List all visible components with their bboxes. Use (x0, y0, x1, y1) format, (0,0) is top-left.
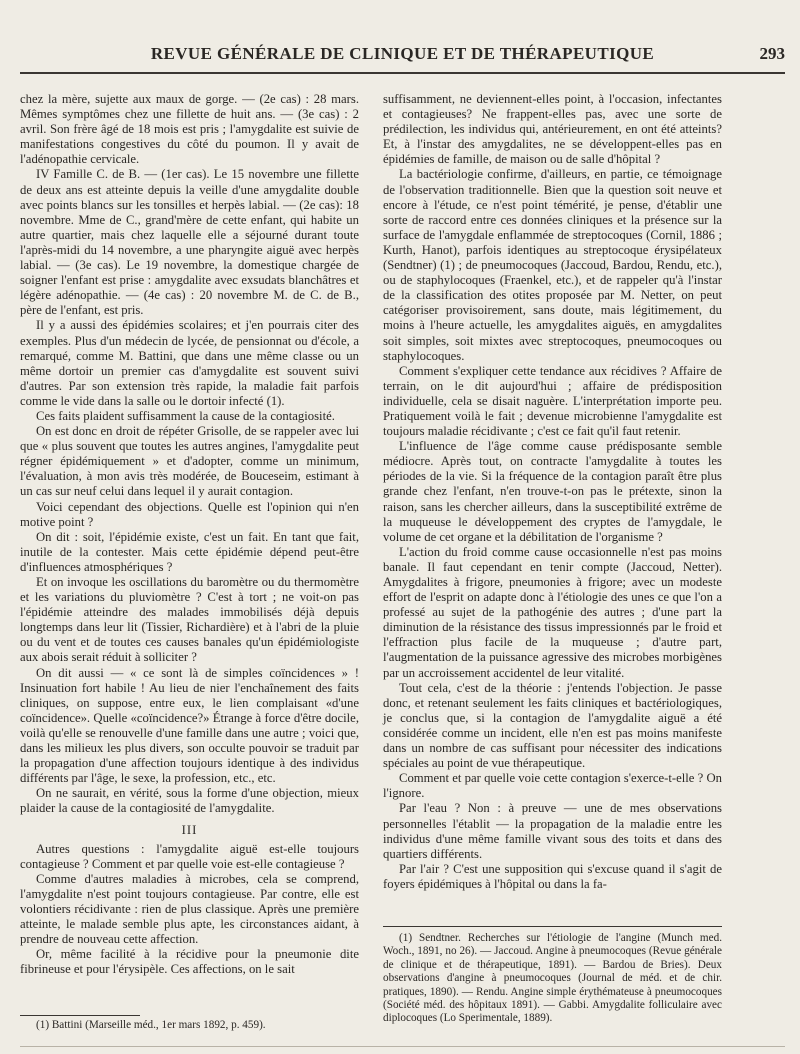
page-number: 293 (759, 44, 785, 63)
paragraph: L'action du froid comme cause occasionnelle n'est pas moins banale. Il faut cependant en tenir compte (Jaccoud, Netter). Amygdalites à frigore, pneumonies à frigore; avec un modeste effort de l'esprit on adapte donc à l'étiologie des unes ce que l'on a professé au sujet de la pathogénie des autres ; d'une part la diminution de la résistance des tissus impressionnés par le froid et l'effraction plus facile de la muqueuse ; d'autre part, l'augmentation de la puissance agressive des microbes morbigènes par un accroissement accidentel de leur vitalité. (383, 544, 722, 680)
paragraph: IV Famille C. de B. — (1er cas). Le 15 novembre une fillette de deux ans est atteinte depuis la veille d'une amygdalite double avec points blancs sur les tonsilles et herpès labial. — (2e cas): 18 novembre. Mme de C., grand'mère de cette enfant, qui habite un autre quartier, mais chez laquelle elle a séjourné durant toute l'après-midi du 14 novembre, a une pharyngite aiguë avec herpès labial. — (3e cas). Le 19 novembre, la domestique chargée de soigner l'enfant est prise : amygdalite avec exsudats blanchâtres et légère adénopathie. — (4e cas) : 20 novembre M. de C. de B., père de l'enfant, est pris. (20, 167, 359, 318)
paragraph: On dit : soit, l'épidémie existe, c'est un fait. En tant que fait, inutile de la contester. Mais cette épidémie dépend peut-être d'influences atmosphériques ? (20, 529, 359, 574)
footnote-text: (1) Battini (Marseille méd., 1er mars 1892, p. 459). (36, 1019, 266, 1031)
paragraph: La bactériologie confirme, d'ailleurs, en partie, ce témoignage de l'observation traditionnelle. Bien que la question soit neuve et encore à l'étude, ce n'est point témérité, je pense, d'établir une sorte de raccord entre ces données cliniques et la présence sur la surface de l'amygdale enflammée de streptocoques (Cornil, 1886 ; Kurth, Hanot), parfois identiques au streptocoque érysipélateux (Sendtner) (1) ; de pneumocoques (Jaccoud, Bardou, Rendu, etc.), ou de staphylocoques (Fraenkel, etc.), et de rappeler qu'à l'instar de la classification des otites proposée par M. Netter, on peut catégoriser provisoirement, sans doute, mais légitimement, du moins à l'heure actuelle, les amygdalites aiguës, en amygdalites soit simples, soit mixtes avec streptocoques, pneumocoques ou staphylocoques. (383, 167, 722, 363)
paragraph: Par l'air ? C'est une supposition qui s'excuse quand il s'agit de foyers épidémiques à l'hôpital ou dans la fa- (383, 861, 722, 891)
paragraph: Ces faits plaident suffisamment la cause de la contagiosité. (36, 408, 335, 423)
section-heading: III (181, 822, 198, 837)
paragraph: Or, même facilité à la récidive pour la pneumonie dite fibrineuse et pour l'érysipèle. Ces affections, on le sait (20, 947, 359, 977)
left-footnote (20, 1019, 359, 1032)
footnote-text: (1) Sendtner. Recherches sur l'étiologie de l'angine (Munch med. Woch., 1891, no 26). — Jaccoud. Angine à pneumocoques (Revue générale de clinique et de thérapeutique, 1891). — Bardou de Bries). Deux observations d'angine à pneumocoques (Journal de méd. et de chir. pratiques, 1890). — Rendu. Angine simple érythémateuse à pneumocoques (Société méd. des hôpitaux 1891). — Gabbi. Amygdalite folliculaire avec diplocoques (Lo Sperimentale, 1889). (383, 932, 722, 1025)
paragraph: Autres questions : l'amygdalite aiguë est-elle toujours contagieuse ? Comment et par quelle voie est-elle contagieuse ? (20, 841, 359, 871)
paragraph: Voici cependant des objections. Quelle est l'opinion qui n'en motive point ? (20, 499, 359, 529)
paragraph: L'influence de l'âge comme cause prédisposante semble médiocre. Après tout, on contracte l'amygdalite à toutes les périodes de la vie. Si la fréquence de la contagion paraît être plus grande chez l'enfant, n'en trouve-t-on pas le prétexte, sinon la raison, sans les chercher ailleurs, dans la susceptibilité extrême de la muqueuse le développement des cryptes de l'amygdale, le volume de cet organe et la débilitation de l'organisme ? (383, 439, 722, 544)
paragraph: On ne saurait, en vérité, sous la forme d'une objection, mieux plaider la cause de la contagiosité de l'amygdalite. (20, 786, 359, 816)
paragraph: Comme d'autres maladies à microbes, cela se comprend, l'amygdalite n'est point toujours contagieuse. Par contre, elle est volontiers récidivante : rien de plus classique. Après une première atteinte, le malade semble plus apte, les circonstances aidant, à prendre de nouveau cette affection. (20, 871, 359, 947)
paragraph: Comment et par quelle voie cette contagion s'exerce-t-elle ? On l'ignore. (383, 771, 722, 801)
paragraph: Et on invoque les oscillations du baromètre ou du thermomètre et les variations du pluviomètre ? C'est à tort ; ne voit-on pas l'épidémie atteindre des malades immobilisés déjà depuis longtemps dans leur lit (Tissier, Richardière) et à l'abri de la pluie ou du vent et de toutes ces causes banales qu'un épidémiologiste aux abois serait réduit à solliciter ? (20, 575, 359, 665)
right-footnote (383, 932, 722, 1026)
paragraph: Tout cela, c'est de la théorie : j'entends l'objection. Je passe donc, et retenant seulement les faits cliniques et bactériologiques, je conclus que, si la contagion de l'amygdalite aiguë a été considérée comme un incident, elle n'en est pas moins manifeste dans un nombre de cas suffisant pour nécessiter des indications spéciales au point de vue thérapeutique. (383, 680, 722, 771)
header-rule (20, 72, 785, 74)
paragraph: On est donc en droit de répéter Grisolle, de se rappeler avec lui que « plus souvent que toutes les autres angines, l'amygdalite peut régner épidémiquement » et d'adopter, comme un minimum, l'évaluation, à mon avis très modérée, de Bouceseim, estimant à un cas sur neuf celui dans lequel il y aurait contagion. (20, 424, 359, 499)
paragraph: Il y a aussi des épidémies scolaires; et j'en pourrais citer des exemples. Plus d'un médecin de lycée, de pensionnat ou d'école, a remarqué, comme M. Battini, que dans une même classe ou un même dortoir un premier cas d'amygdalite est souvent suivi d'autres. Par son extension très rapide, la maladie fait parfois comme le vide dans la salle ou le dortoir infecté (1). (20, 318, 359, 408)
left-column (20, 92, 359, 977)
right-column (383, 92, 722, 892)
paragraph: chez la mère, sujette aux maux de gorge. — (2e cas) : 28 mars. Mêmes symptômes chez une fillette de huit ans. — (3e cas) : 2 avril. Son frère âgé de 18 mois est pris ; l'amygdalite est suivie de manifestations congestives du côté du poumon. Il y avait de l'adénopathie cervicale. (20, 92, 359, 167)
journal-title: REVUE GÉNÉRALE DE CLINIQUE ET DE THÉRAPEUTIQUE (150, 44, 655, 63)
paragraph: suffisamment, ne deviennent-elles point, à l'occasion, infectantes et contagieuses? Ne frappent-elles pas, avec une sorte de prédilection, les individus qui, antérieurement, en ont été atteints? Et, à l'instar des amygdalites, ne se développent-elles pas en épidémies de famille, de maison ou de salle d'hôpital ? (383, 92, 722, 167)
paragraph: Par l'eau ? Non : à preuve — une de mes observations personnelles l'établit — la propagation de la maladie entre les individus d'une même famille vivant sous des toits et dans des quartiers différents. (383, 801, 722, 861)
paragraph: On dit aussi — « ce sont là de simples coïncidences » ! Insinuation fort habile ! Au lieu de nier l'enchaînement des faits cliniques, on suppose, entre eux, le lien complaisant «d'une coïncidence». Quelle «coïncidence?» Étrange à force d'être docile, voilà qu'elle se renouvelle d'une famille dans une autre ; voici que, dans les milieux les plus divers, son occulte pouvoir se traduit par la propagation d'une affection toujours identique à des individus différents par l'âge, le sexe, la profession, etc., etc. (20, 665, 359, 786)
page-bottom-edge (20, 1046, 785, 1047)
paragraph: Comment s'expliquer cette tendance aux récidives ? Affaire de terrain, on le dit aujourd'hui ; affaire de prédisposition individuelle, cela se disait naguère. L'interprétation importe peu. Pratiquement voilà le fait ; devenue microbienne l'amygdalite est toujours maladie récidivante ; c'est ce fait qu'il faut retenir. (383, 363, 722, 439)
running-header (20, 44, 785, 70)
footnote-rule (20, 1015, 140, 1016)
footnote-rule (383, 926, 722, 927)
